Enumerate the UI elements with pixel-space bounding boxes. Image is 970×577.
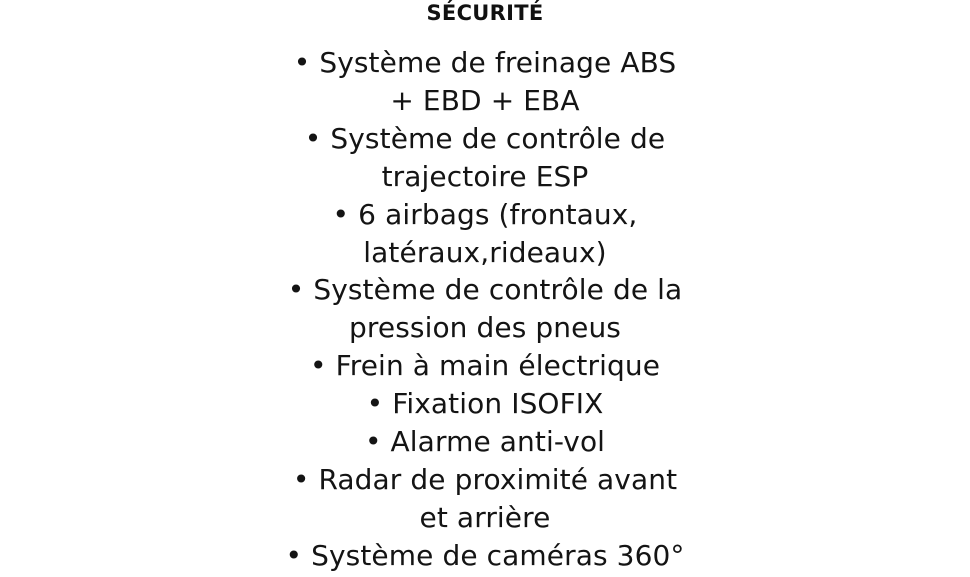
feature-line: • Alarme anti-vol	[364, 425, 606, 459]
feature-line: • Système de contrôle de	[304, 121, 666, 155]
feature-line: • Radar de proximité avant	[292, 462, 678, 496]
feature-line: • Fixation ISOFIX	[366, 387, 604, 421]
feature-line: • 6 airbags (frontaux,	[332, 197, 638, 231]
feature-line: • Système de contrôle de la	[287, 273, 683, 307]
feature-line: latéraux,rideaux)	[363, 235, 607, 269]
features-list	[0, 44, 970, 575]
feature-line: trajectoire ESP	[381, 159, 589, 193]
feature-line: • Système de freinage ABS	[293, 46, 677, 79]
feature-line: • Frein à main électrique	[309, 349, 661, 383]
section-heading: SÉCURITÉ	[426, 1, 544, 25]
feature-line: • Système de caméras 360°	[285, 538, 685, 572]
feature-line: + EBD + EBA	[390, 83, 580, 117]
feature-line: pression des pneus	[349, 311, 621, 345]
feature-line: et arrière	[419, 500, 551, 534]
